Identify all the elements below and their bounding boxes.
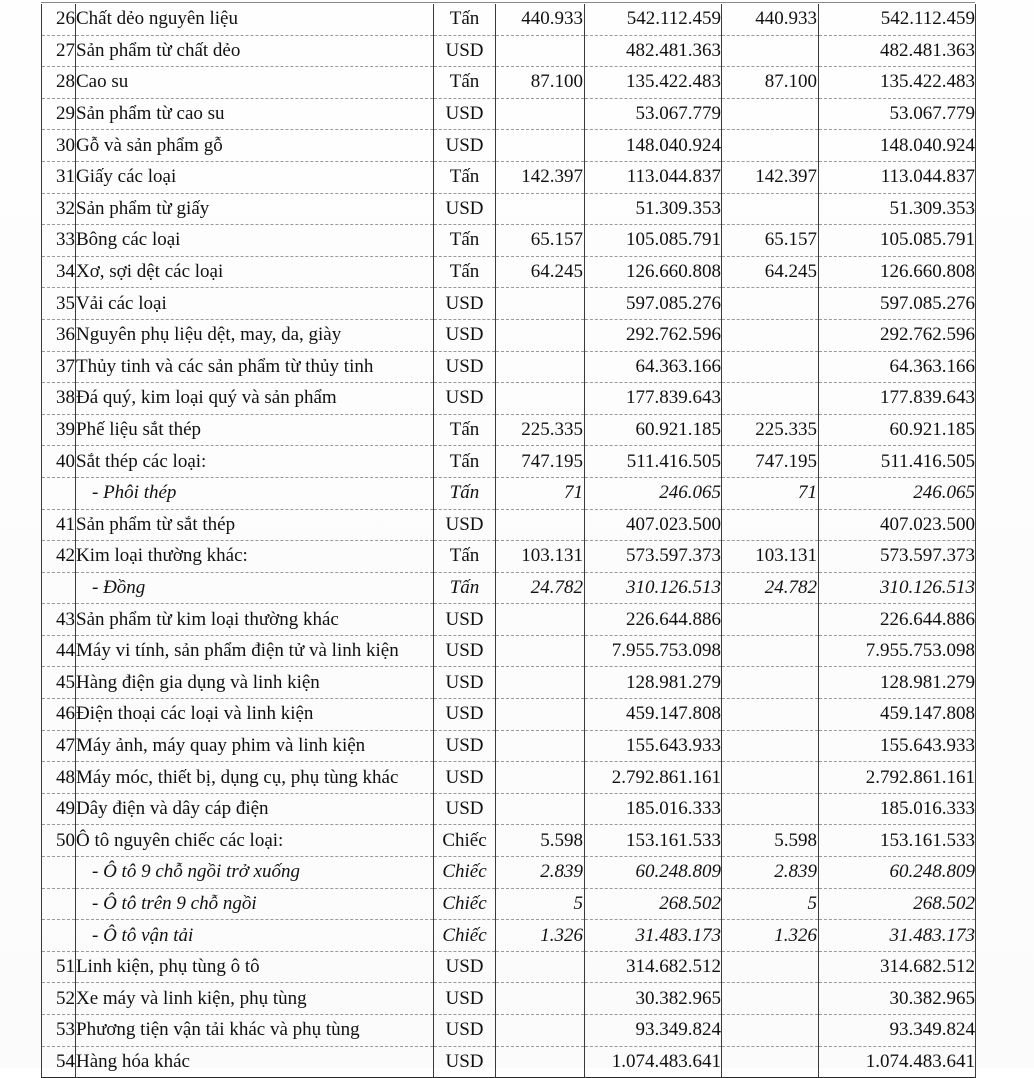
- quantity-period-cell: [496, 730, 585, 762]
- quantity-cumulative-cell: [722, 762, 819, 794]
- row-number-cell: 26: [42, 4, 76, 35]
- value-period-cell: 148.040.924: [585, 130, 722, 162]
- unit-cell: USD: [434, 635, 496, 667]
- value-period-cell: 226.644.886: [585, 604, 722, 636]
- quantity-period-cell: 440.933: [496, 4, 585, 35]
- quantity-cumulative-cell: [722, 98, 819, 130]
- quantity-period-cell: 65.157: [496, 225, 585, 257]
- import-goods-table: [41, 4, 976, 1078]
- unit-cell: Tấn: [434, 67, 496, 99]
- quantity-period-cell: 5: [496, 888, 585, 920]
- table-row: [42, 604, 976, 636]
- value-cumulative-cell: 597.085.276: [819, 288, 976, 320]
- item-name-cell: Cao su: [76, 67, 434, 99]
- unit-cell: Tấn: [434, 256, 496, 288]
- item-name-cell: Nguyên phụ liệu dệt, may, da, giày: [76, 319, 434, 351]
- unit-cell: USD: [434, 509, 496, 541]
- table-row: [42, 825, 976, 857]
- quantity-cumulative-cell: 5: [722, 888, 819, 920]
- unit-cell: USD: [434, 951, 496, 983]
- unit-cell: Chiếc: [434, 857, 496, 889]
- row-number-cell: 33: [42, 225, 76, 257]
- quantity-cumulative-cell: [722, 319, 819, 351]
- unit-cell: USD: [434, 98, 496, 130]
- quantity-period-cell: [496, 951, 585, 983]
- row-number-cell: 46: [42, 699, 76, 731]
- unit-cell: Tấn: [434, 4, 496, 35]
- value-cumulative-cell: 314.682.512: [819, 951, 976, 983]
- unit-cell: Chiếc: [434, 920, 496, 952]
- item-name-cell: Dây điện và dây cáp điện: [76, 793, 434, 825]
- table-row: [42, 1015, 976, 1047]
- row-number-cell: 32: [42, 193, 76, 225]
- row-number-cell: 40: [42, 446, 76, 478]
- value-cumulative-cell: 51.309.353: [819, 193, 976, 225]
- table-row: [42, 4, 976, 35]
- value-period-cell: 292.762.596: [585, 319, 722, 351]
- item-name-cell: Đá quý, kim loại quý và sản phẩm: [76, 383, 434, 415]
- quantity-period-cell: [496, 351, 585, 383]
- item-name-cell: Phương tiện vận tải khác và phụ tùng: [76, 1015, 434, 1047]
- quantity-period-cell: [496, 130, 585, 162]
- unit-cell: Tấn: [434, 225, 496, 257]
- value-period-cell: 153.161.533: [585, 825, 722, 857]
- value-period-cell: 268.502: [585, 888, 722, 920]
- table-row: [42, 699, 976, 731]
- table-row: [42, 67, 976, 99]
- quantity-cumulative-cell: 24.782: [722, 572, 819, 604]
- item-name-cell: Bông các loại: [76, 225, 434, 257]
- quantity-period-cell: [496, 383, 585, 415]
- row-number-cell: 31: [42, 161, 76, 193]
- value-cumulative-cell: 7.955.753.098: [819, 635, 976, 667]
- quantity-cumulative-cell: [722, 730, 819, 762]
- value-period-cell: 64.363.166: [585, 351, 722, 383]
- item-name-cell: Phế liệu sắt thép: [76, 414, 434, 446]
- unit-cell: Chiếc: [434, 888, 496, 920]
- quantity-period-cell: [496, 762, 585, 794]
- value-cumulative-cell: 407.023.500: [819, 509, 976, 541]
- unit-cell: USD: [434, 604, 496, 636]
- unit-cell: Chiếc: [434, 825, 496, 857]
- row-number-cell: 50: [42, 825, 76, 857]
- quantity-period-cell: [496, 604, 585, 636]
- quantity-cumulative-cell: [722, 667, 819, 699]
- value-period-cell: 93.349.824: [585, 1015, 722, 1047]
- value-period-cell: 105.085.791: [585, 225, 722, 257]
- quantity-period-cell: 87.100: [496, 67, 585, 99]
- item-name-cell: Điện thoại các loại và linh kiện: [76, 699, 434, 731]
- unit-cell: Tấn: [434, 572, 496, 604]
- unit-cell: USD: [434, 793, 496, 825]
- table-row: [42, 288, 976, 320]
- value-period-cell: 126.660.808: [585, 256, 722, 288]
- value-cumulative-cell: 542.112.459: [819, 4, 976, 35]
- unit-cell: USD: [434, 983, 496, 1015]
- quantity-cumulative-cell: [722, 699, 819, 731]
- value-period-cell: 482.481.363: [585, 35, 722, 67]
- row-number-cell: 37: [42, 351, 76, 383]
- quantity-period-cell: [496, 699, 585, 731]
- row-number-cell: 42: [42, 541, 76, 573]
- quantity-cumulative-cell: [722, 951, 819, 983]
- value-cumulative-cell: 105.085.791: [819, 225, 976, 257]
- quantity-cumulative-cell: 1.326: [722, 920, 819, 952]
- value-period-cell: 155.643.933: [585, 730, 722, 762]
- row-number-cell: [42, 477, 76, 509]
- table-row: [42, 319, 976, 351]
- value-cumulative-cell: 153.161.533: [819, 825, 976, 857]
- unit-cell: USD: [434, 1046, 496, 1078]
- value-cumulative-cell: 226.644.886: [819, 604, 976, 636]
- value-period-cell: 1.074.483.641: [585, 1046, 722, 1078]
- quantity-period-cell: [496, 288, 585, 320]
- table-row: [42, 983, 976, 1015]
- table-top-edge: [41, 2, 975, 3]
- item-name-cell: Hàng hóa khác: [76, 1046, 434, 1078]
- table-row: [42, 762, 976, 794]
- quantity-period-cell: 64.245: [496, 256, 585, 288]
- unit-cell: USD: [434, 130, 496, 162]
- table-row: [42, 351, 976, 383]
- value-period-cell: 60.921.185: [585, 414, 722, 446]
- row-number-cell: 48: [42, 762, 76, 794]
- value-period-cell: 135.422.483: [585, 67, 722, 99]
- item-name-cell: Xe máy và linh kiện, phụ tùng: [76, 983, 434, 1015]
- quantity-period-cell: [496, 98, 585, 130]
- value-cumulative-cell: 148.040.924: [819, 130, 976, 162]
- row-number-cell: 43: [42, 604, 76, 636]
- value-cumulative-cell: 53.067.779: [819, 98, 976, 130]
- table-row: [42, 35, 976, 67]
- table-body: [42, 4, 976, 1078]
- unit-cell: Tấn: [434, 541, 496, 573]
- quantity-cumulative-cell: 64.245: [722, 256, 819, 288]
- row-number-cell: 30: [42, 130, 76, 162]
- row-number-cell: 45: [42, 667, 76, 699]
- unit-cell: USD: [434, 699, 496, 731]
- item-name-cell: Chất dẻo nguyên liệu: [76, 4, 434, 35]
- quantity-period-cell: 2.839: [496, 857, 585, 889]
- table-subrow: [42, 572, 976, 604]
- value-period-cell: 542.112.459: [585, 4, 722, 35]
- table-row: [42, 1046, 976, 1078]
- row-number-cell: 44: [42, 635, 76, 667]
- table-row: [42, 256, 976, 288]
- row-number-cell: 53: [42, 1015, 76, 1047]
- item-name-cell: Sản phẩm từ chất dẻo: [76, 35, 434, 67]
- table-subrow: [42, 888, 976, 920]
- item-name-cell: Thủy tinh và các sản phẩm từ thủy tinh: [76, 351, 434, 383]
- value-period-cell: 573.597.373: [585, 541, 722, 573]
- item-name-cell: Máy móc, thiết bị, dụng cụ, phụ tùng khác: [76, 762, 434, 794]
- table-row: [42, 193, 976, 225]
- item-name-cell: Sản phẩm từ cao su: [76, 98, 434, 130]
- value-cumulative-cell: 2.792.861.161: [819, 762, 976, 794]
- quantity-period-cell: [496, 983, 585, 1015]
- value-cumulative-cell: 246.065: [819, 477, 976, 509]
- table-row: [42, 667, 976, 699]
- quantity-period-cell: [496, 35, 585, 67]
- item-name-cell: - Phôi thép: [76, 477, 434, 509]
- row-number-cell: 28: [42, 67, 76, 99]
- table-subrow: [42, 920, 976, 952]
- quantity-cumulative-cell: [722, 509, 819, 541]
- item-name-cell: Giấy các loại: [76, 161, 434, 193]
- quantity-period-cell: 142.397: [496, 161, 585, 193]
- item-name-cell: Sản phẩm từ giấy: [76, 193, 434, 225]
- unit-cell: Tấn: [434, 414, 496, 446]
- item-name-cell: - Đồng: [76, 572, 434, 604]
- item-name-cell: Ô tô nguyên chiếc các loại:: [76, 825, 434, 857]
- value-cumulative-cell: 60.248.809: [819, 857, 976, 889]
- quantity-cumulative-cell: [722, 983, 819, 1015]
- value-period-cell: 407.023.500: [585, 509, 722, 541]
- quantity-cumulative-cell: [722, 130, 819, 162]
- row-number-cell: 51: [42, 951, 76, 983]
- item-name-cell: Vải các loại: [76, 288, 434, 320]
- item-name-cell: Máy vi tính, sản phẩm điện tử và linh kiện: [76, 635, 434, 667]
- table-subrow: [42, 477, 976, 509]
- value-cumulative-cell: 1.074.483.641: [819, 1046, 976, 1078]
- value-cumulative-cell: 135.422.483: [819, 67, 976, 99]
- quantity-period-cell: 5.598: [496, 825, 585, 857]
- row-number-cell: [42, 857, 76, 889]
- unit-cell: USD: [434, 667, 496, 699]
- quantity-cumulative-cell: 142.397: [722, 161, 819, 193]
- row-number-cell: 29: [42, 98, 76, 130]
- quantity-cumulative-cell: 71: [722, 477, 819, 509]
- quantity-cumulative-cell: 225.335: [722, 414, 819, 446]
- row-number-cell: 38: [42, 383, 76, 415]
- value-period-cell: 177.839.643: [585, 383, 722, 415]
- unit-cell: USD: [434, 35, 496, 67]
- item-name-cell: Sắt thép các loại:: [76, 446, 434, 478]
- value-cumulative-cell: 113.044.837: [819, 161, 976, 193]
- unit-cell: USD: [434, 383, 496, 415]
- table-row: [42, 130, 976, 162]
- table-row: [42, 414, 976, 446]
- quantity-period-cell: [496, 319, 585, 351]
- value-period-cell: 31.483.173: [585, 920, 722, 952]
- quantity-cumulative-cell: [722, 1015, 819, 1047]
- unit-cell: USD: [434, 351, 496, 383]
- table-row: [42, 446, 976, 478]
- quantity-cumulative-cell: [722, 1046, 819, 1078]
- quantity-period-cell: [496, 667, 585, 699]
- item-name-cell: Sản phẩm từ kim loại thường khác: [76, 604, 434, 636]
- item-name-cell: Hàng điện gia dụng và linh kiện: [76, 667, 434, 699]
- quantity-cumulative-cell: [722, 193, 819, 225]
- quantity-period-cell: [496, 635, 585, 667]
- table-row: [42, 225, 976, 257]
- row-number-cell: 49: [42, 793, 76, 825]
- quantity-cumulative-cell: 5.598: [722, 825, 819, 857]
- quantity-period-cell: 1.326: [496, 920, 585, 952]
- row-number-cell: 54: [42, 1046, 76, 1078]
- item-name-cell: - Ô tô 9 chỗ ngồi trở xuống: [76, 857, 434, 889]
- unit-cell: Tấn: [434, 477, 496, 509]
- table-row: [42, 635, 976, 667]
- value-cumulative-cell: 126.660.808: [819, 256, 976, 288]
- value-cumulative-cell: 64.363.166: [819, 351, 976, 383]
- value-period-cell: 113.044.837: [585, 161, 722, 193]
- value-period-cell: 310.126.513: [585, 572, 722, 604]
- quantity-period-cell: [496, 509, 585, 541]
- value-cumulative-cell: 573.597.373: [819, 541, 976, 573]
- quantity-period-cell: [496, 1015, 585, 1047]
- unit-cell: USD: [434, 288, 496, 320]
- table-row: [42, 951, 976, 983]
- value-cumulative-cell: 93.349.824: [819, 1015, 976, 1047]
- quantity-cumulative-cell: 103.131: [722, 541, 819, 573]
- quantity-cumulative-cell: [722, 288, 819, 320]
- table-row: [42, 541, 976, 573]
- item-name-cell: Kim loại thường khác:: [76, 541, 434, 573]
- quantity-cumulative-cell: [722, 351, 819, 383]
- value-period-cell: 314.682.512: [585, 951, 722, 983]
- table-row: [42, 730, 976, 762]
- row-number-cell: 34: [42, 256, 76, 288]
- value-period-cell: 511.416.505: [585, 446, 722, 478]
- value-cumulative-cell: 185.016.333: [819, 793, 976, 825]
- quantity-cumulative-cell: [722, 35, 819, 67]
- quantity-period-cell: 747.195: [496, 446, 585, 478]
- value-period-cell: 128.981.279: [585, 667, 722, 699]
- unit-cell: USD: [434, 1015, 496, 1047]
- quantity-cumulative-cell: 747.195: [722, 446, 819, 478]
- table-row: [42, 161, 976, 193]
- quantity-cumulative-cell: [722, 793, 819, 825]
- table-subrow: [42, 857, 976, 889]
- value-cumulative-cell: 268.502: [819, 888, 976, 920]
- quantity-period-cell: 71: [496, 477, 585, 509]
- quantity-period-cell: [496, 793, 585, 825]
- value-period-cell: 2.792.861.161: [585, 762, 722, 794]
- row-number-cell: [42, 920, 76, 952]
- quantity-period-cell: [496, 1046, 585, 1078]
- item-name-cell: Sản phẩm từ sắt thép: [76, 509, 434, 541]
- quantity-period-cell: [496, 193, 585, 225]
- value-period-cell: 30.382.965: [585, 983, 722, 1015]
- unit-cell: USD: [434, 319, 496, 351]
- value-period-cell: 185.016.333: [585, 793, 722, 825]
- value-cumulative-cell: 292.762.596: [819, 319, 976, 351]
- quantity-cumulative-cell: 2.839: [722, 857, 819, 889]
- quantity-period-cell: 24.782: [496, 572, 585, 604]
- row-number-cell: 52: [42, 983, 76, 1015]
- value-cumulative-cell: 155.643.933: [819, 730, 976, 762]
- table-row: [42, 793, 976, 825]
- value-period-cell: 53.067.779: [585, 98, 722, 130]
- quantity-cumulative-cell: [722, 604, 819, 636]
- row-number-cell: [42, 572, 76, 604]
- row-number-cell: 35: [42, 288, 76, 320]
- value-cumulative-cell: 511.416.505: [819, 446, 976, 478]
- item-name-cell: - Ô tô vận tải: [76, 920, 434, 952]
- table-row: [42, 383, 976, 415]
- table-row: [42, 509, 976, 541]
- unit-cell: USD: [434, 762, 496, 794]
- row-number-cell: 27: [42, 35, 76, 67]
- row-number-cell: 41: [42, 509, 76, 541]
- item-name-cell: - Ô tô trên 9 chỗ ngồi: [76, 888, 434, 920]
- quantity-cumulative-cell: 440.933: [722, 4, 819, 35]
- value-period-cell: 7.955.753.098: [585, 635, 722, 667]
- quantity-cumulative-cell: [722, 383, 819, 415]
- unit-cell: USD: [434, 193, 496, 225]
- quantity-cumulative-cell: 65.157: [722, 225, 819, 257]
- unit-cell: USD: [434, 730, 496, 762]
- quantity-cumulative-cell: 87.100: [722, 67, 819, 99]
- unit-cell: Tấn: [434, 161, 496, 193]
- quantity-cumulative-cell: [722, 635, 819, 667]
- value-cumulative-cell: 60.921.185: [819, 414, 976, 446]
- value-cumulative-cell: 310.126.513: [819, 572, 976, 604]
- value-period-cell: 459.147.808: [585, 699, 722, 731]
- item-name-cell: Gỗ và sản phẩm gỗ: [76, 130, 434, 162]
- item-name-cell: Máy ảnh, máy quay phim và linh kiện: [76, 730, 434, 762]
- value-period-cell: 246.065: [585, 477, 722, 509]
- value-cumulative-cell: 31.483.173: [819, 920, 976, 952]
- value-cumulative-cell: 459.147.808: [819, 699, 976, 731]
- value-cumulative-cell: 482.481.363: [819, 35, 976, 67]
- value-cumulative-cell: 128.981.279: [819, 667, 976, 699]
- value-cumulative-cell: 30.382.965: [819, 983, 976, 1015]
- row-number-cell: 39: [42, 414, 76, 446]
- value-cumulative-cell: 177.839.643: [819, 383, 976, 415]
- value-period-cell: 60.248.809: [585, 857, 722, 889]
- item-name-cell: Linh kiện, phụ tùng ô tô: [76, 951, 434, 983]
- table-row: [42, 98, 976, 130]
- row-number-cell: [42, 888, 76, 920]
- value-period-cell: 597.085.276: [585, 288, 722, 320]
- unit-cell: Tấn: [434, 446, 496, 478]
- quantity-period-cell: 225.335: [496, 414, 585, 446]
- row-number-cell: 47: [42, 730, 76, 762]
- item-name-cell: Xơ, sợi dệt các loại: [76, 256, 434, 288]
- value-period-cell: 51.309.353: [585, 193, 722, 225]
- quantity-period-cell: 103.131: [496, 541, 585, 573]
- row-number-cell: 36: [42, 319, 76, 351]
